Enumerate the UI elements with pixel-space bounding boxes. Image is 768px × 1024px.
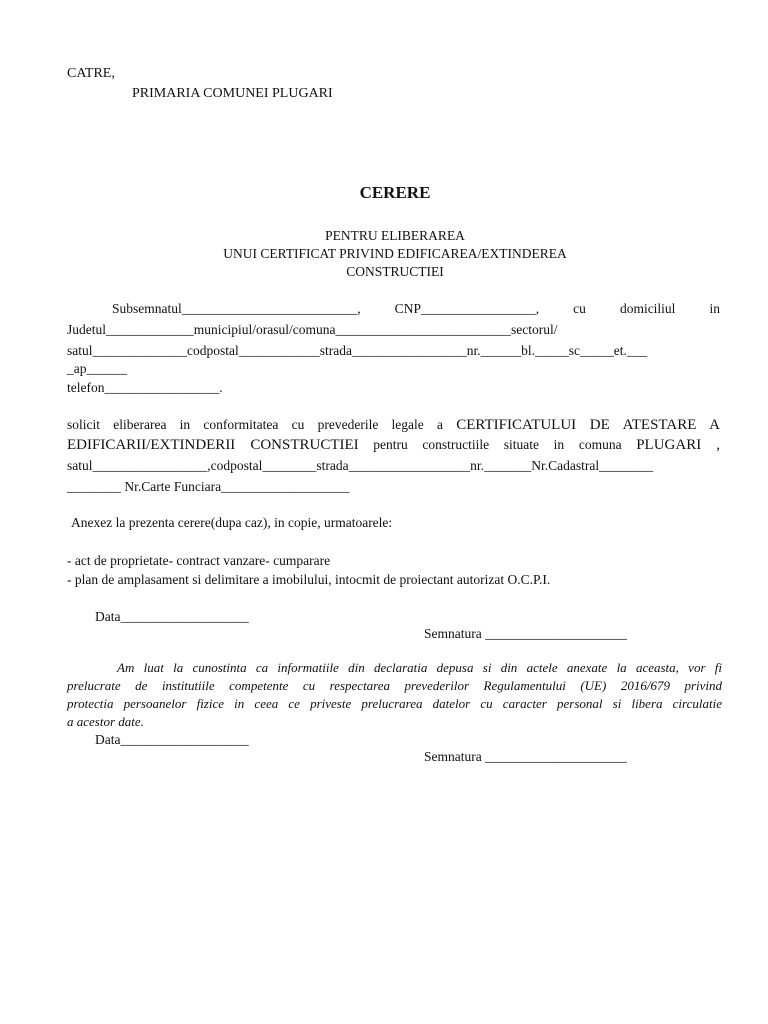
request-text-2a: EDIFICARII/EXTINDERII CONSTRUCTIEI (67, 437, 359, 453)
gdpr-line-4: a acestor date. (67, 714, 144, 729)
applicant-apartment-line: _ap______ (67, 361, 127, 376)
document-title: CERERE (359, 183, 431, 202)
request-text-2b: pentru constructiile situate in comuna (358, 437, 637, 452)
applicant-phone-line: telefon_________________. (67, 380, 223, 395)
signature-line-2: Semnatura _____________________ (424, 749, 627, 764)
applicant-county-line: Judetul_____________municipiul/orasul/comuna__________________________sectorul/ (67, 322, 558, 337)
date-line-1: Data___________________ (95, 609, 249, 624)
gdpr-line-3: protectia persoanelor fizice in ceea ce priveste prelucrarea datelor cu caracter personal si libera circulatie (67, 696, 722, 711)
title-line-2: UNUI CERTIFICAT PRIVIND EDIFICAREA/EXTINDEREA (223, 246, 567, 261)
addressee-label: CATRE, (67, 66, 115, 81)
request-text-1b: CERTIFICATULUI DE ATESTARE A (456, 417, 720, 433)
signature-line-1: Semnatura _____________________ (424, 626, 627, 641)
date-line-2: Data___________________ (95, 732, 249, 747)
annex-intro: Anexez la prezenta cerere(dupa caz), in copie, urmatoarele: (71, 515, 393, 530)
request-line-2 (67, 437, 720, 454)
request-line-4: ________ Nr.Carte Funciara___________________ (67, 479, 350, 494)
applicant-address-line: satul______________codpostal____________strada_________________nr.______bl._____sc_____et.___ (67, 343, 648, 358)
title-line-1: PENTRU ELIBERAREA (325, 228, 465, 243)
gdpr-line-2: prelucrate de institutiile competente cu respectarea prevederilor Regulamentului (UE) 2016/679 privind (67, 678, 722, 693)
applicant-name-line: Subsemnatul__________________________, CNP_________________, cu domiciliul in (112, 301, 720, 316)
annex-item-1: - act de proprietate- contract vanzare- cumparare (67, 553, 331, 568)
annex-item-2: - plan de amplasament si delimitare a imobilului, intocmit de proiectant autorizat O.C.P.I. (67, 572, 551, 587)
gdpr-line-1: Am luat la cunostinta ca informatiile din declaratia depusa si din actele anexate la aceasta, vor fi (117, 660, 722, 675)
request-line-1 (67, 417, 720, 434)
request-line-3: satul_________________,codpostal________strada__________________nr._______Nr.Cadastral________ (67, 458, 654, 473)
request-text-1a: solicit eliberarea in conformitatea cu prevederile legale a (67, 417, 457, 432)
request-text-2c: PLUGARI , (636, 437, 720, 453)
title-line-3: CONSTRUCTIEI (346, 264, 444, 279)
addressee-institution: PRIMARIA COMUNEI PLUGARI (132, 86, 333, 101)
